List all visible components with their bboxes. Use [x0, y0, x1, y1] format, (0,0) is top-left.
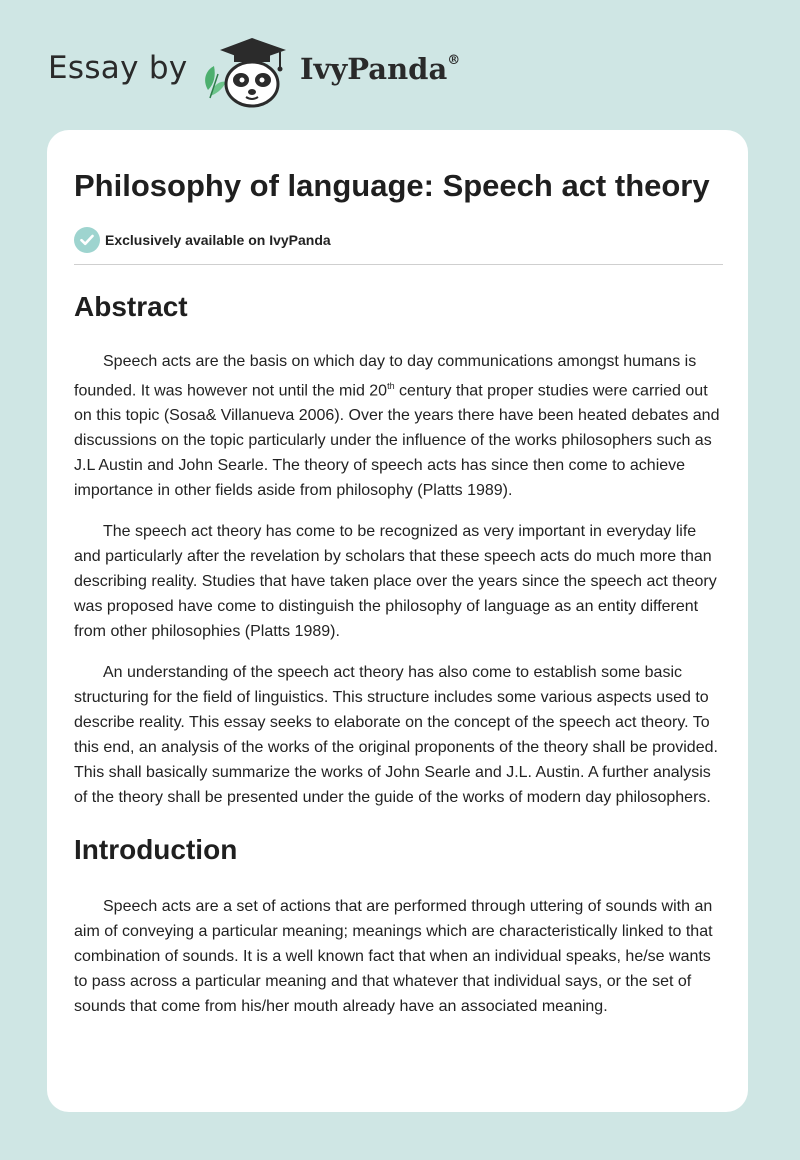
divider — [74, 264, 723, 265]
exclusive-label: Exclusively available on IvyPanda — [105, 232, 331, 248]
section-heading-abstract: Abstract — [74, 291, 188, 322]
essay-title: Philosophy of language: Speech act theory — [74, 168, 710, 203]
panda-graduate-logo-icon[interactable] — [200, 34, 294, 110]
section-heading-introduction: Introduction — [74, 834, 238, 866]
essay-card — [47, 130, 748, 1112]
leaf-icon — [205, 66, 226, 98]
abstract-paragraph-3: An understanding of the speech act theory has also come to establish some basic structuring for the field of linguistics. This structure includes some various aspects used to describe reality. This essay seeks to elaborate on the concept of the speech act theory. To this end, an analysis of the works of the original proponents of the theory shall be provided. This shall basically summarize the works of John Searle and J.L. Austin. A further analysis of the theory shall be presented under the guide of the works of modern day philosophers. — [74, 664, 718, 807]
brand-name[interactable]: IvyPanda® — [300, 52, 461, 86]
check-circle-icon — [74, 227, 100, 253]
introduction-paragraph-1: Speech acts are a set of actions that are performed through uttering of sounds with an aim of conveying a particular meaning; meanings which are characteristically linked to that combination of sounds. It is a well known fact that when an individual speaks, he/se wants to pass across a particular meaning and that whatever that individual says, or the set of sounds that come from his/her mouth already have an associated meaning. — [74, 898, 713, 1016]
brand-prefix: Essay by — [48, 50, 188, 86]
brand-header — [0, 0, 800, 130]
abstract-paragraph-2: The speech act theory has come to be recognized as very important in everyday life and particularly after the revelation by scholars that these speech acts do much more than describing reality. Studies that have taken place over the years since the speech act theory was proposed have come to distinguish the philosophy of language as an entity different from other philosophies (Platts 1989). — [74, 523, 717, 641]
exclusive-badge — [74, 226, 723, 254]
abstract-paragraph-1: Speech acts are the basis on which day to day communications amongst humans is founded. It was however not until the mid 20th century that proper studies were carried out on this topic (Sosa& Villanueva 2006). Over the years there have been heated debates and discussions on the topic particularly under the influence of the works philosophers such as J.L Austin and John Searle. The theory of speech acts has since then come to achieve importance in other fields aside from philosophy (Platts 1989). — [74, 353, 720, 500]
